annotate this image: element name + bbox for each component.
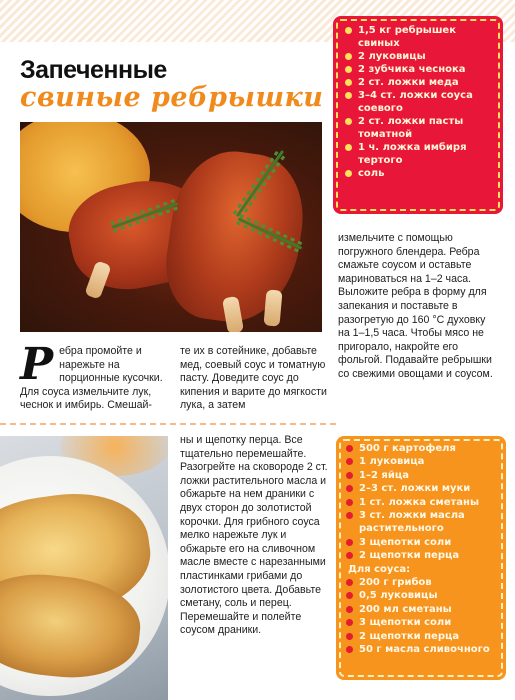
bullet-icon	[345, 53, 352, 60]
ingredient-text: 2–3 ст. ложки муки	[359, 483, 471, 495]
ingredient-item	[346, 576, 498, 589]
ingredient-item	[345, 141, 493, 167]
ingredient-item	[345, 115, 493, 141]
ingredient-text: 1 ч. ложка имбиря тертого	[358, 142, 467, 166]
bullet-icon	[346, 646, 353, 653]
ribs-text-column-2	[180, 345, 332, 413]
ingredient-item	[345, 63, 493, 76]
recipe-title-line-2: свиные ребрышки	[20, 82, 324, 113]
ingredient-text: 3 ст. ложки масла растительного	[359, 510, 465, 535]
rib-bone	[263, 289, 282, 326]
ingredient-text: 2 зубчика чеснока	[358, 64, 466, 75]
ribs-text-column-1	[20, 339, 170, 413]
sauce-heading: Для соуса:	[348, 563, 411, 575]
ingredient-item	[346, 442, 498, 455]
bullet-icon	[345, 144, 352, 151]
bullet-icon	[346, 619, 353, 626]
bullet-icon	[345, 170, 352, 177]
pancakes-photo	[0, 436, 168, 700]
ribs-step-3: те их в сотейнике, добавьте мед, соевый соус и томатную пасту. Доведите соус до кипения и варите до мягкости лука, а затем	[180, 345, 327, 412]
ingredient-text: 200 г грибов	[359, 577, 432, 589]
ribs-step-4: измельчите с помощью погружного блендера. Ребра смажьте соусом и оставьте мариноваться на 1–2 часа. Выложите ребра в форму для запекания и поставьте в разогретую до 160 °С духовку на 1–1,5 часа. Чтобы мясо не пригорало, накройте его фольгой. Подавайте ребрышки со свежими овощами и соусом.	[338, 232, 493, 380]
ingredient-item	[346, 589, 498, 602]
bullet-icon	[345, 92, 352, 99]
ribs-text-column-3	[338, 232, 493, 382]
sauce-ingredients-list	[346, 576, 498, 656]
ingredient-text: соль	[358, 168, 385, 179]
bullet-icon	[346, 606, 353, 613]
ribs-ingredients-list	[345, 24, 493, 180]
ribs-step-2: Для соуса измельчите лук, чеснок и имбирь. Смешай-	[20, 385, 152, 412]
ingredient-text: 1,5 кг ребрышек свиных	[358, 25, 457, 49]
bullet-icon	[346, 485, 353, 492]
bullet-icon	[346, 579, 353, 586]
section-divider	[0, 423, 336, 425]
ingredient-item	[346, 643, 498, 656]
ingredient-text: 1–2 яйца	[359, 469, 409, 481]
ingredient-item	[346, 469, 498, 482]
ingredient-text: 50 г масла сливочного	[359, 644, 490, 656]
bullet-icon	[345, 79, 352, 86]
pancakes-ingredients-box	[336, 436, 506, 680]
ingredient-item	[346, 616, 498, 629]
ingredient-text: 0,5 луковицы	[359, 590, 438, 602]
ingredient-text: 2 ст. ложки меда	[358, 77, 459, 88]
ingredient-item	[346, 549, 498, 562]
ingredient-text: 2 ст. ложки пасты томатной	[358, 116, 464, 140]
ingredient-item	[345, 76, 493, 89]
pancakes-steps: ны и щепотку перца. Все тщательно перемешайте. Разогрейте на сковороде 2 ст. ложки растительного масла и обжарьте на нем драники с двух сторон до золотистой корочки. Для грибного соуса мелко нарежьте лук и обжарьте его на сливочном масле вместе с нарезанными пластинками грибами до золотистого цвета. Добавьте сметану, соль и перец. Перемешайте и полейте соусом драники.	[180, 434, 328, 637]
ingredient-item	[346, 455, 498, 468]
ingredient-item	[345, 24, 493, 50]
drop-cap: Р	[20, 339, 54, 390]
pancakes-text-column	[180, 434, 330, 638]
ingredient-text: 500 г картофеля	[359, 443, 456, 454]
bullet-icon	[346, 512, 353, 519]
bullet-icon	[346, 499, 353, 506]
recipe-title-line-1: Запеченные	[20, 56, 167, 84]
ingredient-item	[346, 482, 498, 495]
bullet-icon	[345, 27, 352, 34]
bullet-icon	[345, 118, 352, 125]
ingredient-item	[346, 496, 498, 509]
bullet-icon	[346, 633, 353, 640]
ingredient-item	[346, 603, 498, 616]
bullet-icon	[346, 445, 353, 452]
bullet-icon	[346, 539, 353, 546]
ingredient-item	[345, 50, 493, 63]
ribs-step-1: ебра промойте и нарежьте на порционные кусочки.	[59, 345, 163, 385]
ingredient-text: 1 луковица	[359, 456, 425, 468]
pancakes-ingredients-list	[346, 442, 498, 563]
ribs-photo	[20, 122, 322, 332]
ingredient-text: 3–4 ст. ложки соуса соевого	[358, 90, 473, 114]
ingredient-item	[345, 167, 493, 180]
ribs-ingredients-box	[333, 16, 503, 214]
ingredient-item	[346, 509, 498, 536]
ingredient-text: 2 щепотки перца	[359, 630, 460, 642]
bullet-icon	[346, 592, 353, 599]
ingredient-text: 2 луковицы	[358, 51, 426, 62]
ingredient-text: 1 ст. ложка сметаны	[359, 496, 479, 508]
ingredient-item	[346, 630, 498, 643]
bullet-icon	[346, 458, 353, 465]
ingredient-item	[346, 536, 498, 549]
bullet-icon	[345, 66, 352, 73]
bullet-icon	[346, 472, 353, 479]
ingredient-text: 2 щепотки перца	[359, 550, 460, 562]
ingredient-item	[345, 89, 493, 115]
ingredient-text: 3 щепотки соли	[359, 536, 452, 548]
ingredient-text: 3 щепотки соли	[359, 617, 452, 629]
ingredient-text: 200 мл сметаны	[359, 603, 452, 615]
bullet-icon	[346, 552, 353, 559]
